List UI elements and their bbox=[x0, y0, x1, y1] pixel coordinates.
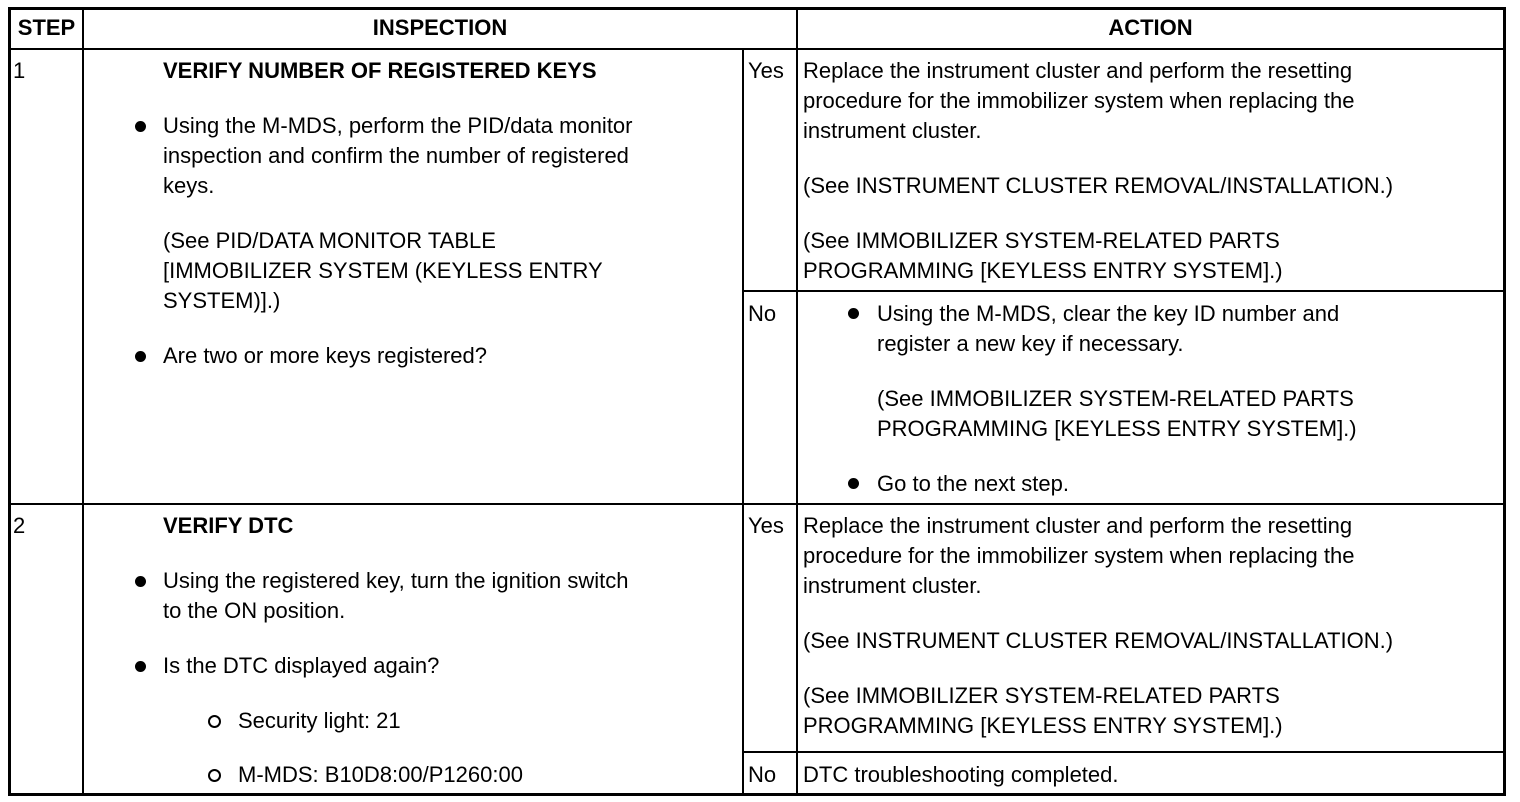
action-reference: (See IMMOBILIZER SYSTEM-RELATED PARTS bbox=[877, 386, 1354, 411]
action-line: Replace the instrument cluster and perform the resetting bbox=[803, 58, 1353, 83]
action-reference: PROGRAMMING [KEYLESS ENTRY SYSTEM].) bbox=[877, 416, 1357, 441]
reference-line: SYSTEM)].) bbox=[163, 288, 281, 313]
col-divider-action bbox=[796, 10, 798, 793]
action-line: instrument cluster. bbox=[803, 118, 982, 143]
row-divider bbox=[11, 503, 1503, 505]
action-line: DTC troubleshooting completed. bbox=[803, 762, 1119, 787]
action-reference: PROGRAMMING [KEYLESS ENTRY SYSTEM].) bbox=[803, 258, 1283, 283]
header-inspection: INSPECTION bbox=[372, 15, 508, 40]
step-number: 2 bbox=[13, 513, 26, 538]
header-action: ACTION bbox=[1108, 15, 1193, 40]
troubleshooting-table bbox=[8, 7, 1506, 796]
inspection-line: keys. bbox=[163, 173, 215, 198]
action-reference: (See INSTRUMENT CLUSTER REMOVAL/INSTALLATION.) bbox=[803, 173, 1394, 198]
action-reference: (See INSTRUMENT CLUSTER REMOVAL/INSTALLATION.) bbox=[803, 628, 1394, 653]
header-step: STEP bbox=[17, 15, 76, 40]
header-divider bbox=[11, 48, 1503, 50]
action-line: Go to the next step. bbox=[877, 471, 1070, 496]
action-line: procedure for the immobilizer system when replacing the bbox=[803, 543, 1355, 568]
col-divider-yesno bbox=[742, 49, 744, 793]
bullet-icon bbox=[135, 661, 146, 672]
no-label: No bbox=[748, 762, 777, 787]
inspection-line: Using the registered key, turn the ignition switch bbox=[163, 568, 629, 593]
inspection-line: Using the M-MDS, perform the PID/data monitor bbox=[163, 113, 633, 138]
action-reference: (See IMMOBILIZER SYSTEM-RELATED PARTS bbox=[803, 228, 1280, 253]
action-line: Using the M-MDS, clear the key ID number and bbox=[877, 301, 1340, 326]
action-reference: PROGRAMMING [KEYLESS ENTRY SYSTEM].) bbox=[803, 713, 1283, 738]
bullet-icon bbox=[135, 121, 146, 132]
col-divider-step bbox=[82, 10, 84, 793]
reference-line: [IMMOBILIZER SYSTEM (KEYLESS ENTRY bbox=[163, 258, 603, 283]
step-number: 1 bbox=[13, 58, 26, 83]
yes-label: Yes bbox=[748, 58, 784, 83]
action-line: procedure for the immobilizer system when replacing the bbox=[803, 88, 1355, 113]
action-line: Replace the instrument cluster and perform the resetting bbox=[803, 513, 1353, 538]
reference-line: (See PID/DATA MONITOR TABLE bbox=[163, 228, 496, 253]
action-line: instrument cluster. bbox=[803, 573, 982, 598]
row1-yes-no-divider bbox=[742, 290, 1503, 292]
inspection-line: inspection and confirm the number of registered bbox=[163, 143, 629, 168]
step-title: VERIFY NUMBER OF REGISTERED KEYS bbox=[163, 58, 597, 83]
action-reference: (See IMMOBILIZER SYSTEM-RELATED PARTS bbox=[803, 683, 1280, 708]
inspection-question: Are two or more keys registered? bbox=[163, 343, 488, 368]
inspection-question: Is the DTC displayed again? bbox=[163, 653, 440, 678]
sub-bullet-icon bbox=[208, 715, 221, 728]
inspection-line: to the ON position. bbox=[163, 598, 346, 623]
row2-yes-no-divider bbox=[742, 751, 1503, 753]
yes-label: Yes bbox=[748, 513, 784, 538]
sub-item: M-MDS: B10D8:00/P1260:00 bbox=[238, 762, 523, 787]
step-title: VERIFY DTC bbox=[163, 513, 294, 538]
sub-item: Security light: 21 bbox=[238, 708, 401, 733]
bullet-icon bbox=[848, 478, 859, 489]
bullet-icon bbox=[135, 576, 146, 587]
bullet-icon bbox=[135, 351, 146, 362]
action-line: register a new key if necessary. bbox=[877, 331, 1184, 356]
no-label: No bbox=[748, 301, 777, 326]
sub-bullet-icon bbox=[208, 769, 221, 782]
bullet-icon bbox=[848, 308, 859, 319]
